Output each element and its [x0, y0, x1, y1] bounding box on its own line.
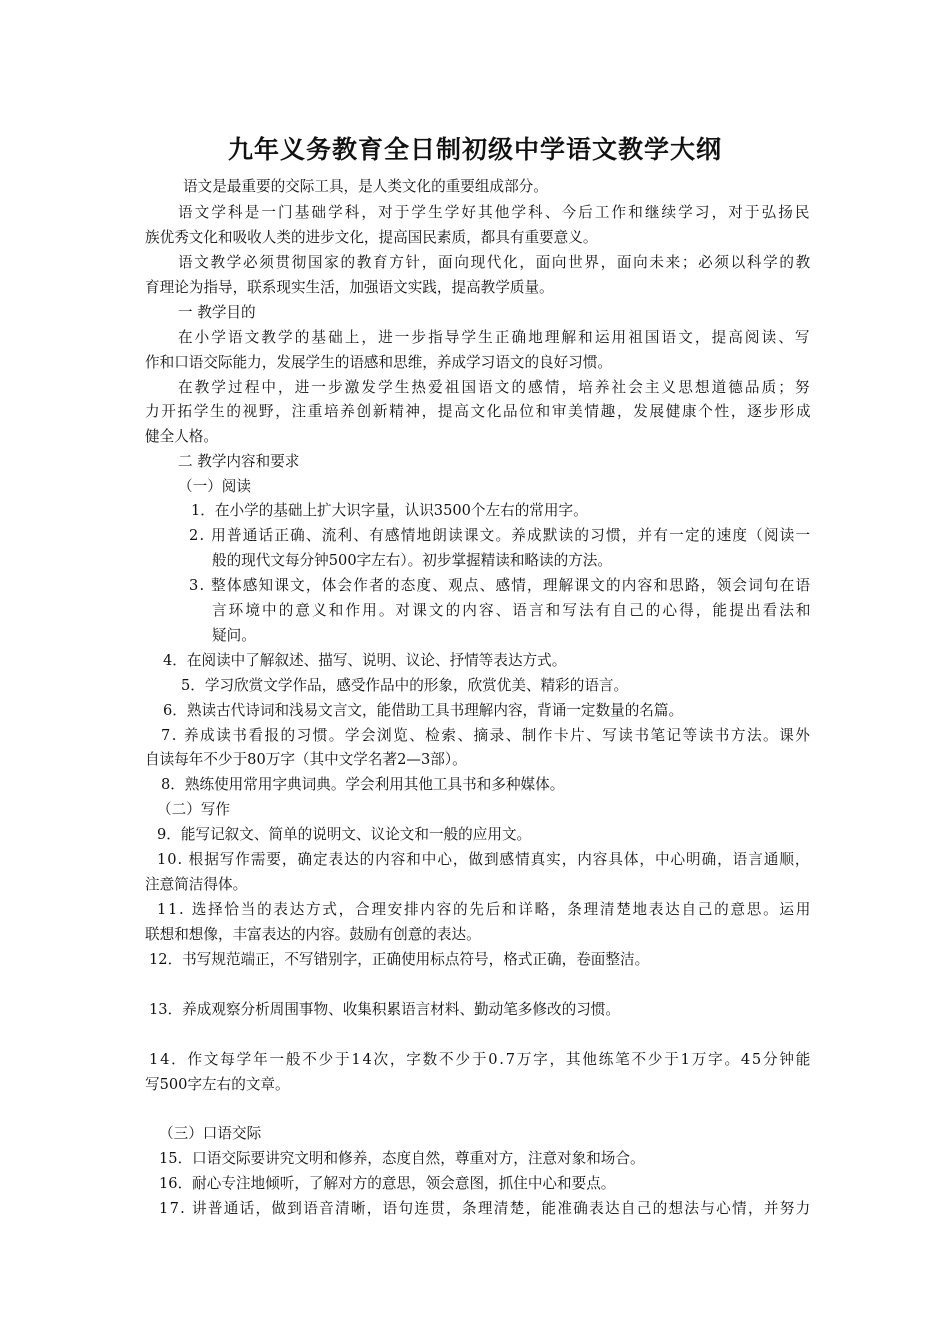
text-line: 10. 根据写作需要，确定表达的内容和中心，做到感情真实，内容具体，中心明确，语言通顺， — [157, 851, 811, 868]
text-line: 16．耐心专注地倾听，了解对方的意思，领会意图，抓住中心和要点。 — [159, 1175, 616, 1192]
text-line: 2. 用普通话正确、流利、有感情地朗读课文。养成默读的习惯，并有一定的速度（阅读一 — [189, 527, 812, 544]
text-line: 写500字左右的文章。 — [145, 1076, 290, 1093]
text-line: 4．在阅读中了解叙述、描写、说明、议论、抒情等表达方式。 — [163, 652, 567, 669]
text-line: 语文学科是一门基础学科，对于学生学好其他学科、今后工作和继续学习，对于弘扬民 — [178, 204, 812, 221]
text-line: 疑问。 — [212, 627, 256, 644]
text-line: 言环境中的意义和作用。对课文的内容、语言和写法有自己的心得，能提出看法和 — [212, 602, 813, 619]
text-line: 6．熟读古代诗词和浅易文言文，能借助工具书理解内容，背诵一定数量的名篇。 — [163, 702, 684, 719]
text-line: 般的现代文每分钟500字左右）。初步掌握精读和略读的方法。 — [212, 552, 612, 569]
text-line: 族优秀文化和吸收人类的进步文化，提高国民素质，都具有重要意义。 — [145, 229, 598, 246]
text-line: （三）口语交际 — [159, 1125, 262, 1142]
text-line: 12．书写规范端正，不写错别字，正确使用标点符号，格式正确，卷面整洁。 — [149, 951, 650, 968]
text-line: 1．在小学的基础上扩大识字量，认识3500个左右的常用字。 — [191, 502, 588, 519]
text-line: 11. 选择恰当的表达方式，合理安排内容的先后和详略，条理清楚地表达自己的意思。运用 — [157, 901, 813, 918]
text-line: 语文教学必须贯彻国家的教育方针，面向现代化，面向世界，面向未来；必须以科学的教 — [178, 254, 812, 271]
text-line: 二 教学内容和要求 — [178, 453, 300, 470]
page-title: 九年义务教育全日制初级中学语文教学大纲 — [227, 135, 722, 164]
text-line: 健全人格。 — [145, 428, 218, 445]
text-line: 5．学习欣赏文学作品，感受作品中的形象，欣赏优美、精彩的语言。 — [181, 677, 629, 694]
text-line: 8．熟练使用常用字典词典。学会利用其他工具书和多种媒体。 — [161, 776, 565, 793]
text-line: 作和口语交际能力，发展学生的语感和思维，养成学习语文的良好习惯。 — [145, 354, 613, 371]
text-line: 育理论为指导，联系现实生活，加强语文实践，提高教学质量。 — [145, 279, 554, 296]
text-line: 7. 养成读书看报的习惯。学会浏览、检索、摘录、制作卡片、写读书笔记等读书方法。课外 — [161, 727, 812, 744]
text-line: 语文是最重要的交际工具，是人类文化的重要组成部分。 — [183, 178, 548, 195]
text-line: 力开拓学生的视野，注重培养创新精神，提高文化品位和审美情趣，发展健康个性，逐步形成 — [145, 403, 813, 420]
text-line: 3. 整体感知课文，体会作者的态度、观点、感情，理解课文的内容和思路，领会词句在语 — [189, 577, 812, 594]
text-line: 9．能写记叙文、简单的说明文、议论文和一般的应用文。 — [157, 826, 532, 843]
text-line: 联想和想像，丰富表达的内容。鼓励有创意的表达。 — [145, 926, 481, 943]
text-line: 注意简洁得体。 — [145, 876, 248, 893]
text-line: 15．口语交际要讲究文明和修养，态度自然，尊重对方，注意对象和场合。 — [159, 1150, 645, 1167]
text-line: （二）写作 — [157, 801, 230, 818]
text-line: 自读每年不少于80万字（其中文学名著2—3部）。 — [145, 751, 467, 768]
text-line: 在小学语文教学的基础上，进一步指导学生正确地理解和运用祖国语文，提高阅读、写 — [178, 329, 812, 346]
text-line: （一）阅读 — [178, 478, 251, 495]
text-line: 在教学过程中，进一步激发学生热爱祖国语文的感情，培养社会主义思想道德品质；努 — [178, 379, 812, 396]
text-line: 17. 讲普通话，做到语音清晰，语句连贯，条理清楚，能准确表达自己的想法与心情，并努力 — [159, 1200, 812, 1217]
text-line: 14．作文每学年一般不少于14次，字数不少于0.7万字，其他练笔不少于1万字。45分钟能 — [149, 1051, 813, 1068]
text-line: 13．养成观察分析周围事物、收集积累语言材料、勤动笔多修改的习惯。 — [149, 1001, 620, 1018]
text-line: 一 教学目的 — [178, 304, 256, 321]
